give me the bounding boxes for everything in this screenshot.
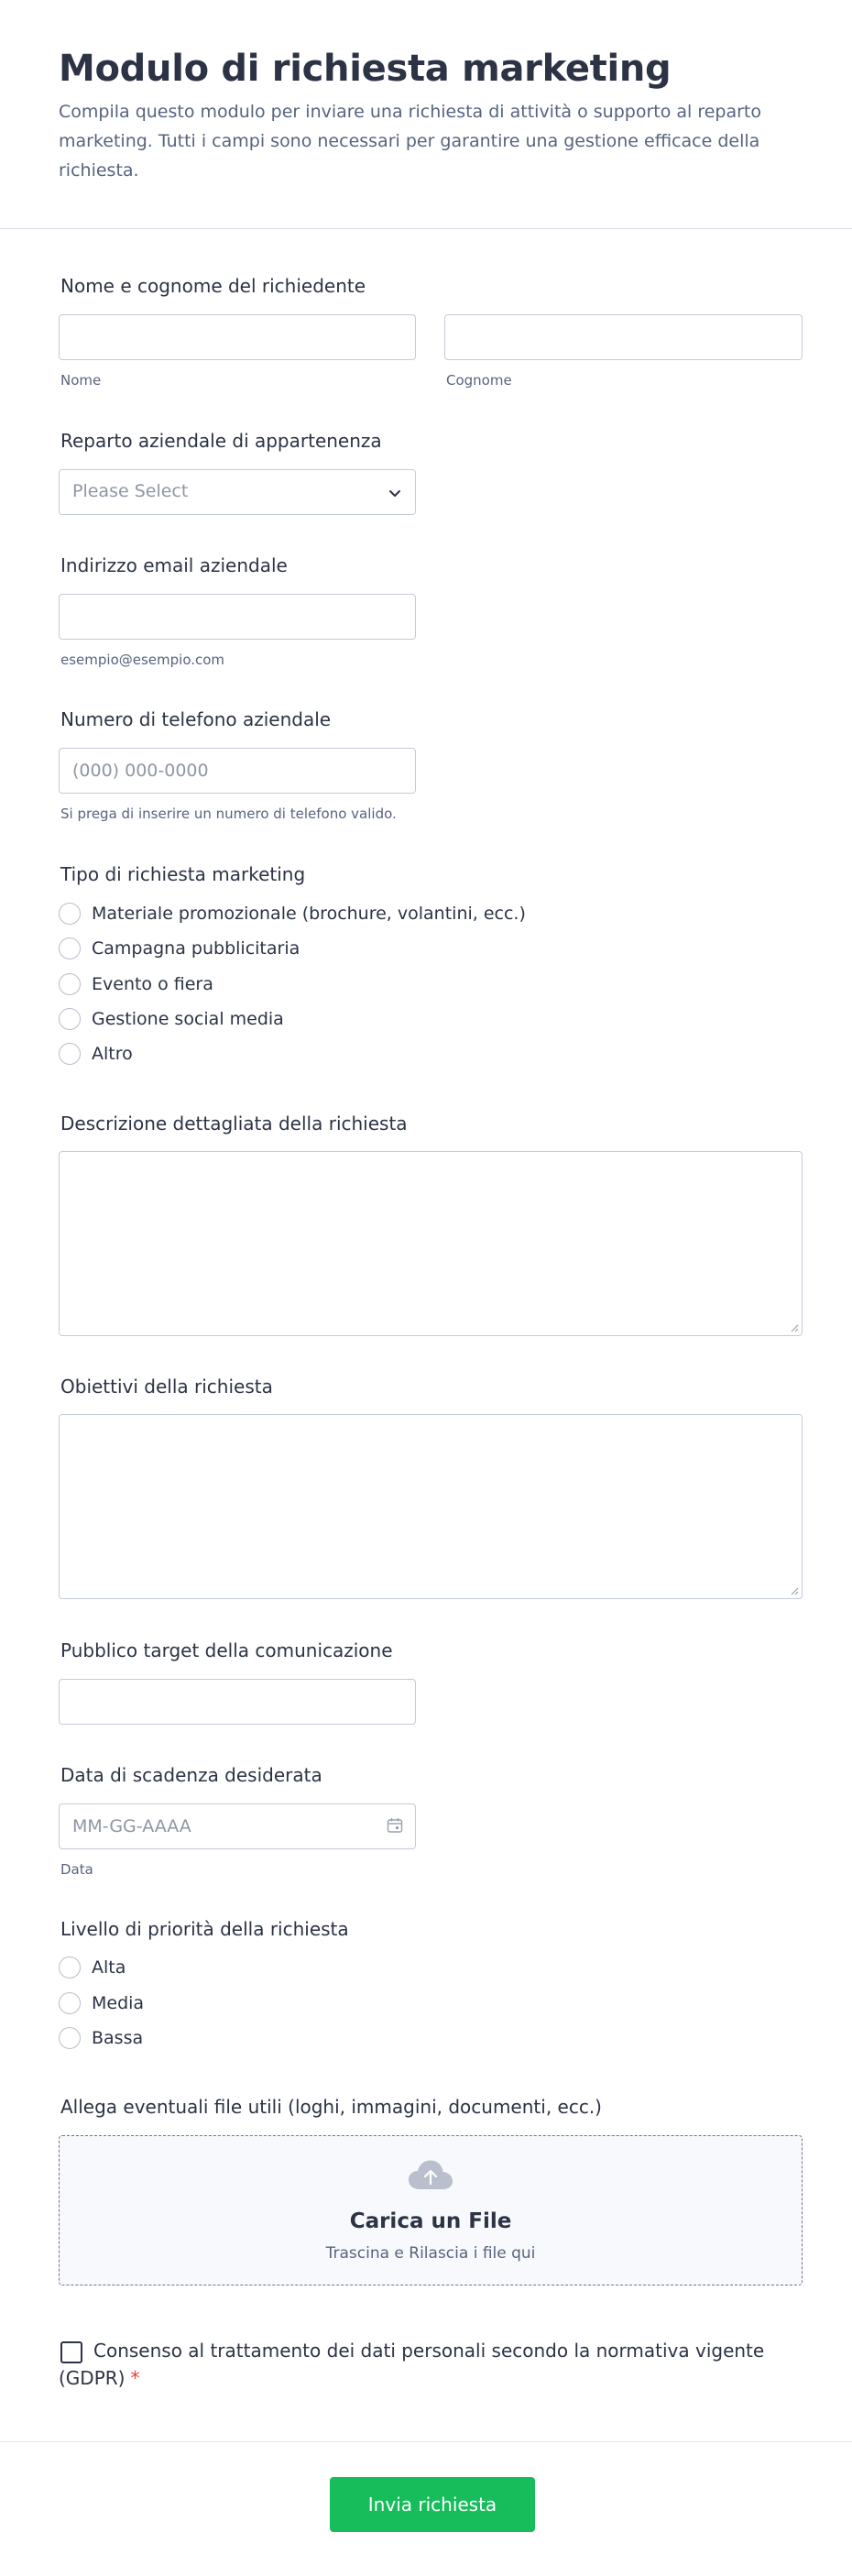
upload-title: Carica un File <box>349 2209 512 2233</box>
form-footer <box>0 2441 852 2576</box>
radio-button[interactable] <box>59 903 81 925</box>
required-mark: * <box>130 2367 140 2389</box>
phone-sublabel: Si prega di inserire un numero di telefono valido. <box>60 806 397 822</box>
request-type-label: Tipo di richiesta marketing <box>60 863 306 885</box>
deadline-field[interactable] <box>59 1803 416 1849</box>
priority-label: Livello di priorità della richiesta <box>60 1918 349 1940</box>
radio-button[interactable] <box>59 1008 81 1030</box>
request-type-option-label: Gestione social media <box>92 1009 284 1029</box>
upload-hint: Trascina e Rilascia i file qui <box>325 2244 536 2263</box>
department-placeholder: Please Select <box>72 481 189 501</box>
deadline-label: Data di scadenza desiderata <box>60 1764 322 1786</box>
cloud-upload-icon <box>408 2158 453 2195</box>
radio-button[interactable] <box>59 937 81 959</box>
department-select[interactable] <box>59 469 416 515</box>
radio-button[interactable] <box>59 2027 81 2049</box>
first-name-input[interactable] <box>59 314 416 360</box>
last-name-sublabel: Cognome <box>446 372 512 389</box>
department-label: Reparto aziendale di appartenenza <box>60 430 382 452</box>
consent-checkbox[interactable] <box>60 2341 82 2363</box>
file-upload-dropzone[interactable] <box>59 2135 803 2286</box>
chevron-down-icon <box>388 486 402 500</box>
radio-button[interactable] <box>59 1957 81 1979</box>
request-type-option-label: Campagna pubblicitaria <box>92 938 300 959</box>
request-type-option-label: Evento o fiera <box>92 974 213 994</box>
first-name-sublabel: Nome <box>60 372 102 389</box>
email-sublabel: esempio@esempio.com <box>60 652 225 668</box>
resize-grip-icon[interactable] <box>788 1584 799 1595</box>
name-label: Nome e cognome del richiedente <box>60 275 366 297</box>
form-title: Modulo di richiesta marketing <box>59 48 672 90</box>
priority-option-label: Media <box>92 1993 145 2013</box>
objectives-textarea[interactable] <box>59 1414 803 1599</box>
deadline-sublabel: Data <box>60 1861 93 1878</box>
submit-button[interactable]: Invia richiesta <box>330 2477 535 2532</box>
description-label: Descrizione dettagliata della richiesta <box>60 1113 408 1135</box>
last-name-input[interactable] <box>444 314 803 360</box>
priority-option-label: Alta <box>92 1957 126 1978</box>
audience-input[interactable] <box>59 1679 416 1725</box>
request-type-option-label: Altro <box>92 1044 133 1064</box>
resize-grip-icon[interactable] <box>788 1321 799 1332</box>
consent-label-text: Consenso al trattamento dei dati personali secondo la normativa vigente (GDPR) <box>59 2340 765 2389</box>
objectives-label: Obiettivi della richiesta <box>60 1376 273 1398</box>
audience-label: Pubblico target della comunicazione <box>60 1639 393 1661</box>
radio-button[interactable] <box>59 973 81 995</box>
attachments-label: Allega eventuali file utili (loghi, immagini, documenti, ecc.) <box>60 2096 602 2118</box>
calendar-icon[interactable] <box>387 1817 403 1834</box>
phone-label: Numero di telefono aziendale <box>60 708 332 730</box>
phone-input[interactable] <box>59 748 416 794</box>
description-textarea[interactable] <box>59 1151 803 1336</box>
deadline-input[interactable] <box>59 1803 416 1849</box>
email-label: Indirizzo email aziendale <box>60 554 288 576</box>
priority-option-label: Bassa <box>92 2028 144 2048</box>
email-input[interactable] <box>59 594 416 640</box>
radio-button[interactable] <box>59 1992 81 2014</box>
request-type-option-label: Materiale promozionale (brochure, volantini, ecc.) <box>92 904 526 924</box>
form-header <box>0 0 852 229</box>
radio-button[interactable] <box>59 1043 81 1065</box>
form-description: Compila questo modulo per inviare una richiesta di attività o supporto al reparto marketing. Tutti i campi sono necessari per garantire una gestione efficace della richiesta. <box>59 102 762 181</box>
consent-label <box>59 2337 773 2392</box>
